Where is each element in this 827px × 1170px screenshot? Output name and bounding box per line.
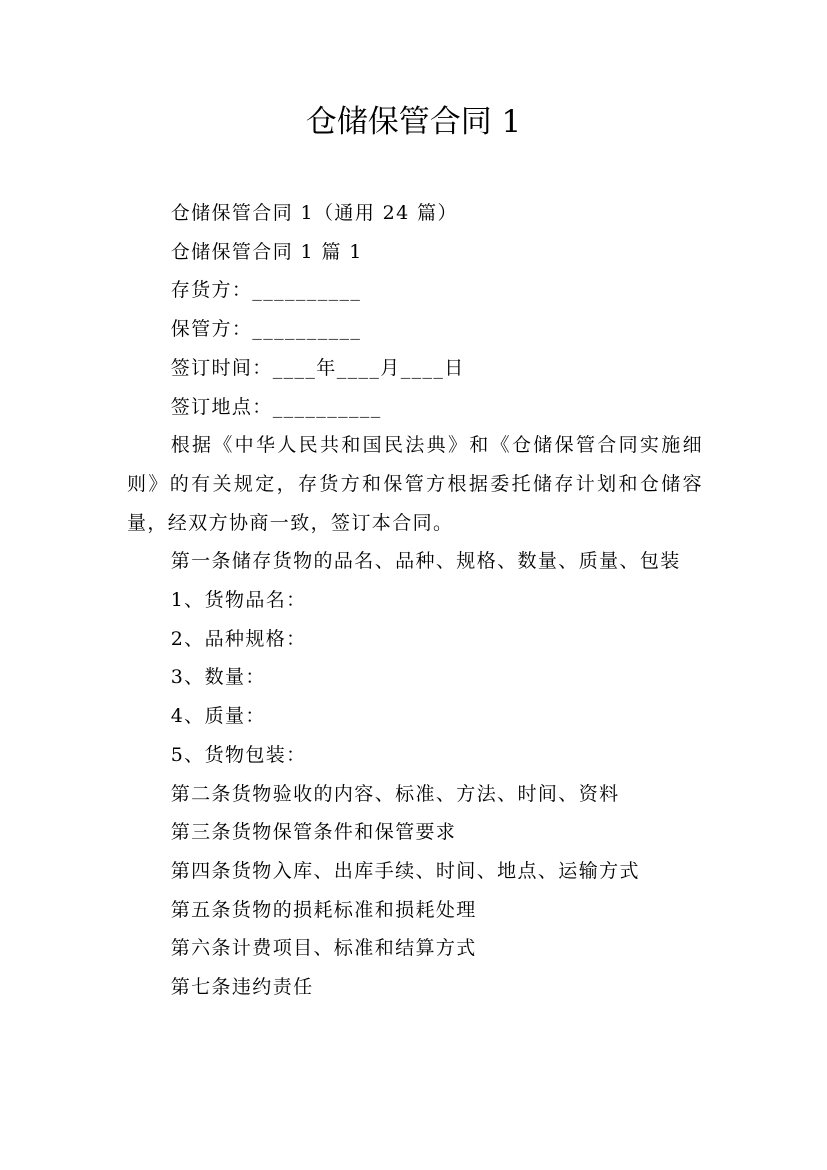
paragraph-preamble: 根据《中华人民共和国民法典》和《仓储保管合同实施细则》的有关规定，存货方和保管方根据委托储存计划和仓储容量，经双方协商一致，签订本合同。 bbox=[127, 434, 703, 534]
document-body bbox=[127, 194, 703, 1007]
paragraph-item-1: 1、货物品名： bbox=[170, 589, 307, 612]
paragraph-item-5: 5、货物包装： bbox=[170, 743, 307, 766]
paragraph-article-1: 第一条储存货物的品名、品种、规格、数量、质量、包装 bbox=[170, 550, 681, 573]
document-title: 仓储保管合同 1 bbox=[305, 104, 522, 140]
paragraph-signing-date: 签订时间：____年____月____日 bbox=[170, 356, 465, 379]
paragraph-section-heading: 仓储保管合同 1 篇 1 bbox=[170, 240, 363, 263]
paragraph-signing-place: 签订地点：__________ bbox=[170, 395, 382, 418]
paragraph-article-4: 第四条货物入库、出库手续、时间、地点、运输方式 bbox=[170, 859, 640, 882]
paragraph-article-7: 第七条违约责任 bbox=[170, 976, 314, 999]
paragraph-article-2: 第二条货物验收的内容、标准、方法、时间、资料 bbox=[170, 782, 620, 805]
paragraph-depositor: 存货方：__________ bbox=[170, 279, 362, 302]
paragraph-article-3: 第三条货物保管条件和保管要求 bbox=[170, 821, 457, 844]
paragraph-article-6: 第六条计费项目、标准和结算方式 bbox=[170, 937, 477, 960]
paragraph-item-3: 3、数量： bbox=[170, 666, 266, 689]
paragraph-subtitle: 仓储保管合同 1（通用 24 篇） bbox=[170, 202, 458, 224]
paragraph-custodian: 保管方：__________ bbox=[170, 318, 362, 341]
paragraph-article-5: 第五条货物的损耗标准和损耗处理 bbox=[170, 898, 477, 921]
paragraph-item-2: 2、品种规格： bbox=[170, 627, 307, 650]
paragraph-item-4: 4、质量： bbox=[170, 705, 266, 728]
